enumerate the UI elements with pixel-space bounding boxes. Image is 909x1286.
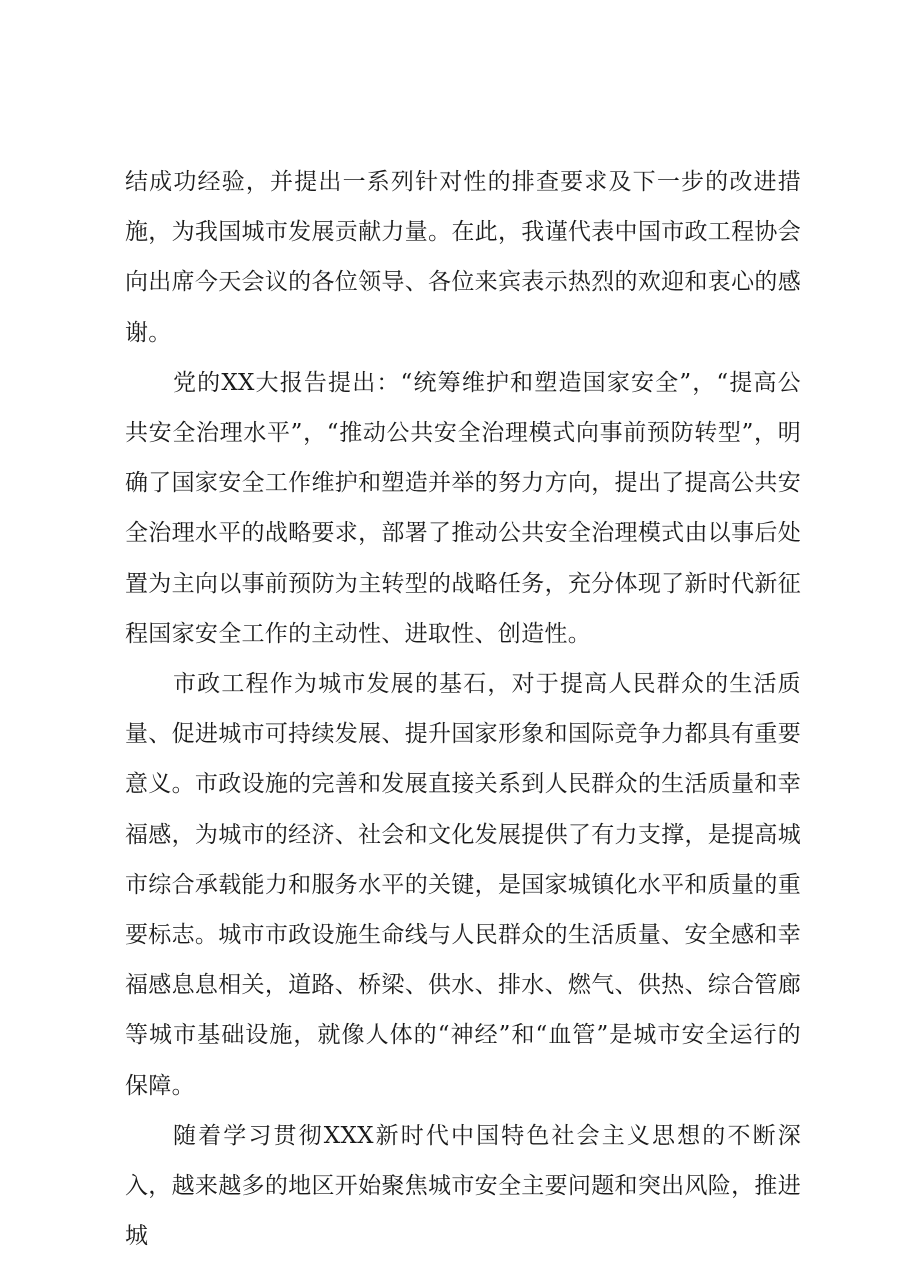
paragraph-continuation: 结成功经验，并提出一系列针对性的排查要求及下一步的改进措施，为我国城市发展贡献力量。在此，我谨代表中国市政工程协会向出席今天会议的各位领导、各位来宾表示热烈的欢迎和衷心的感谢。 (125, 169, 801, 346)
paragraph-municipal-engineering: 市政工程作为城市发展的基石，对于提高人民群众的生活质量、促进城市可持续发展、提升国家形象和国际竞争力都具有重要意义。市政设施的完善和发展直接关系到人民群众的生活质量和幸福感，为城市的经济、社会和文化发展提供了有力支撑，是提高城市综合承载能力和服务水平的关键，是国家城镇化水平和质量的重要标志。城市市政设施生命线与人民群众的生活质量、安全感和幸福感息息相关，道路、桥梁、供水、排水、燃气、供热、综合管廊等城市基础设施，就像人体的“神经”和“血管”是城市安全运行的保障。 (125, 671, 801, 1099)
paragraph-urban-safety: 随着学习贯彻XXX新时代中国特色社会主义思想的不断深入，越来越多的地区开始聚焦城市安全主要问题和突出风险，推进城 (125, 1122, 801, 1250)
body-text (125, 157, 801, 1261)
paragraph-national-security: 党的XX大报告提出：“统筹维护和塑造国家安全”，“提高公共安全治理水平”，“推动公共安全治理模式向事前预防转型”，明确了国家安全工作维护和塑造并举的努力方向，提出了提高公共安全治理水平的战略要求，部署了推动公共安全治理模式由以事后处置为主向以事前预防为主转型的战略任务，充分体现了新时代新征程国家安全工作的主动性、进取性、创造性。 (125, 369, 801, 647)
